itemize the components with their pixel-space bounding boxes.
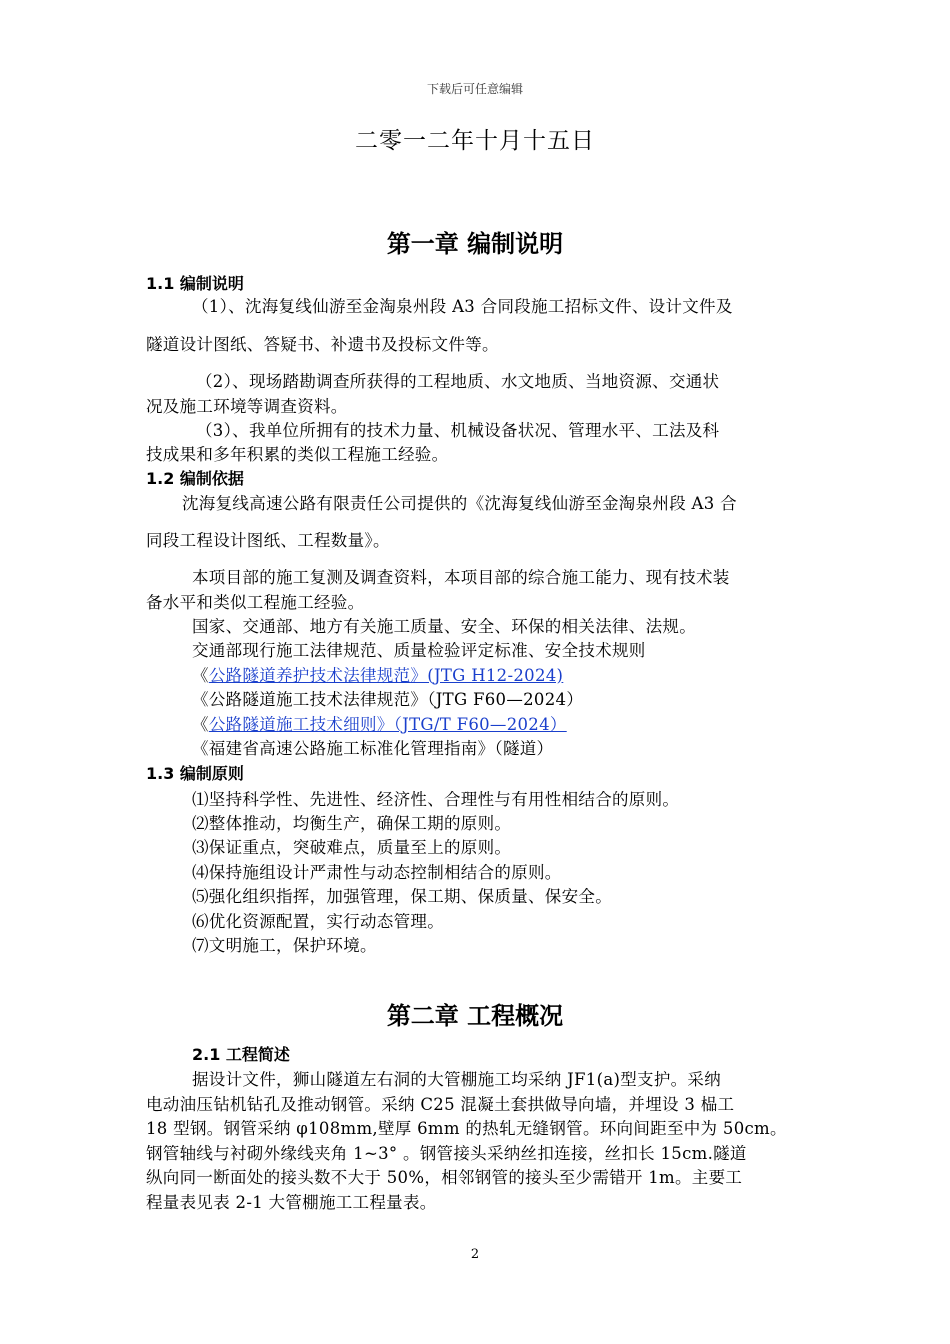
section-1-1-heading: 1.1 编制说明: [146, 274, 244, 293]
paragraph-line: 纵向同一断面处的接头数不大于 50%，相邻钢管的接头至少需错开 1m。主要工: [146, 1168, 743, 1187]
principle-item: ⑶保证重点，突破难点，质量至上的原则。: [192, 838, 512, 857]
paragraph-line: 据设计文件，狮山隧道左右洞的大管棚施工均采纳 JF1(a)型支护。采纳: [192, 1070, 722, 1089]
principle-item: ⑺文明施工，保护环境。: [192, 936, 377, 955]
page-header: 下载后可任意编辑: [426, 82, 523, 96]
paragraph-line: （1）、沈海复线仙游至金淘泉州段 A3 合同段施工招标文件、设计文件及: [192, 297, 733, 316]
reference-link-jtg-f60[interactable]: 公路隧道施工技术细则》（JTG/T F60—2024）: [208, 715, 567, 734]
section-1-3-heading: 1.3 编制原则: [146, 764, 244, 783]
paragraph-line: 18 型钢。钢管采纳 φ108mm,壁厚 6mm 的热轧无缝钢管。环向间距至中为 50cm。: [146, 1119, 787, 1138]
section-2-1-heading: 2.1 工程简述: [192, 1045, 290, 1064]
paragraph-line: 交通部现行施工法律规范、质量检验评定标准、安全技术规则: [192, 641, 646, 660]
reference-line: [192, 711, 567, 735]
reference-link-jtg-h12[interactable]: 公路隧道养护技术法律规范》(JTG H12-2024): [208, 666, 564, 685]
paragraph-line: （3）、我单位所拥有的技术力量、机械设备状况、管理水平、工法及科: [196, 421, 720, 440]
reference-line: [192, 662, 563, 686]
paragraph-line: 沈海复线高速公路有限责任公司提供的《沈海复线仙游至金淘泉州段 A3 合: [182, 494, 737, 513]
paragraph-line: 况及施工环境等调查资料。: [146, 397, 348, 416]
paragraph-line: 本项目部的施工复测及调查资料，本项目部的综合施工能力、现有技术装: [192, 568, 730, 587]
paragraph-line: 隧道设计图纸、答疑书、补遗书及投标文件等。: [146, 335, 499, 354]
reference-bracket: 《: [192, 715, 209, 734]
principle-item: ⑴坚持科学性、先进性、经济性、合理性与有用性相结合的原则。: [192, 790, 680, 809]
paragraph-line: 同段工程设计图纸、工程数量》。: [146, 531, 390, 550]
paragraph-line: 技成果和多年积累的类似工程施工经验。: [146, 445, 449, 464]
reference-line: 《福建省高速公路施工标准化管理指南》（隧道）: [192, 739, 554, 758]
paragraph-line: 国家、交通部、地方有关施工质量、安全、环保的相关法律、法规。: [192, 617, 696, 636]
page-number: 2: [470, 1247, 480, 1262]
paragraph-line: （2）、现场踏勘调查所获得的工程地质、水文地质、当地资源、交通状: [196, 372, 720, 391]
reference-line: 《公路隧道施工技术法律规范》（JTG F60—2024）: [192, 690, 584, 709]
paragraph-line: 备水平和类似工程施工经验。: [146, 593, 365, 612]
paragraph-line: 钢管轴线与衬砌外缘线夹角 1~3° 。钢管接头采纳丝扣连接，丝扣长 15cm.隧道: [146, 1144, 747, 1163]
principle-item: ⑵整体推动，均衡生产，确保工期的原则。: [192, 814, 512, 833]
principle-item: ⑹优化资源配置，实行动态管理。: [192, 912, 444, 931]
section-1-2-heading: 1.2 编制依据: [146, 469, 244, 488]
document-date: 二零一二年十月十五日: [355, 128, 595, 154]
paragraph-line: 程量表见表 2-1 大管棚施工工程量表。: [146, 1193, 437, 1212]
reference-bracket: 《: [192, 666, 209, 685]
principle-item: ⑸强化组织指挥，加强管理，保工期、保质量、保安全。: [192, 887, 612, 906]
paragraph-line: 电动油压钻机钻孔及推动钢管。采纳 C25 混凝土套拱做导向墙，并埋设 3 榀工: [146, 1095, 735, 1114]
chapter-1-title: 第一章 编制说明: [386, 230, 564, 258]
principle-item: ⑷保持施组设计严肃性与动态控制相结合的原则。: [192, 863, 562, 882]
chapter-2-title: 第二章 工程概况: [386, 1002, 564, 1030]
